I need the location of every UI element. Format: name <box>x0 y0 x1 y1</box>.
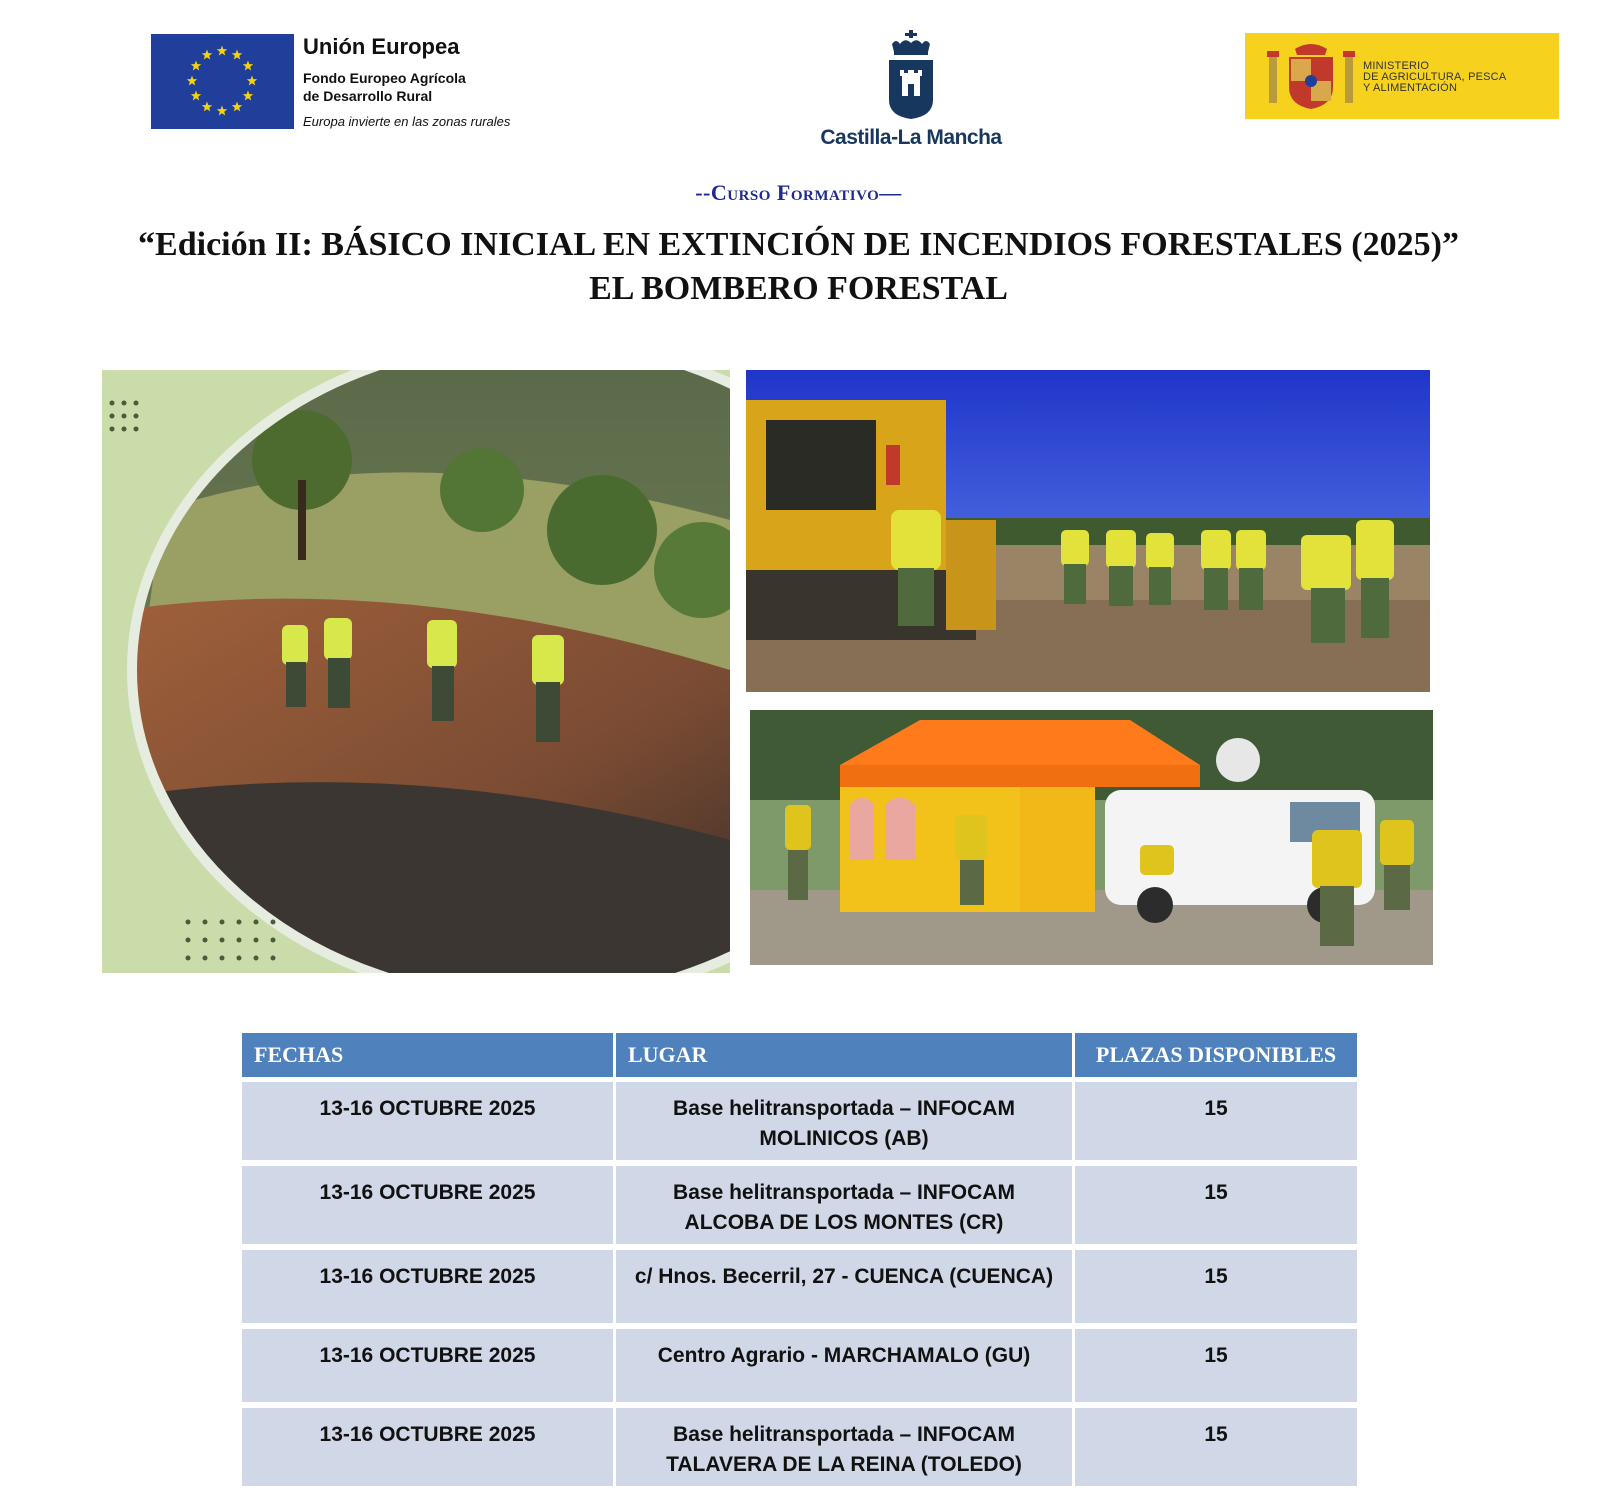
table-header-row <box>242 1033 1357 1082</box>
eu-star-icon <box>202 50 212 60</box>
spain-coat-of-arms-icon <box>1267 41 1355 111</box>
eu-star-icon <box>191 61 201 71</box>
eu-fund-line1: Fondo Europeo Agrícola <box>303 70 466 86</box>
eu-star-icon <box>243 91 253 101</box>
ministry-logo <box>1245 33 1559 119</box>
lugar-line1: c/ Hnos. Becerril, 27 - CUENCA (CUENCA) <box>634 1265 1054 1288</box>
table-row <box>242 1408 1357 1492</box>
eu-star-icon <box>217 106 227 116</box>
eu-fund-line2: de Desarrollo Rural <box>303 88 433 104</box>
lugar-line2: ALCOBA DE LOS MONTES (CR) <box>684 1211 1004 1234</box>
cell-plazas: 15 <box>1075 1166 1357 1250</box>
lugar-line1: Base helitransportada – INFOCAM <box>673 1097 1015 1120</box>
photo-bulldozer-briefing <box>746 370 1430 692</box>
cell-lugar <box>616 1408 1075 1492</box>
eu-star-icon <box>232 101 242 111</box>
header-fechas: FECHAS <box>242 1033 616 1082</box>
lugar-line1: Base helitransportada – INFOCAM <box>673 1423 1015 1446</box>
eu-star-icon <box>247 76 257 86</box>
table-row <box>242 1250 1357 1329</box>
cell-lugar <box>616 1166 1075 1250</box>
header-plazas: PLAZAS DISPONIBLES <box>1075 1033 1357 1082</box>
lugar-line2: MOLINICOS (AB) <box>759 1127 929 1150</box>
eu-slogan: Europa invierte en las zonas rurales <box>303 114 511 129</box>
cell-lugar <box>616 1250 1075 1329</box>
table-row <box>242 1166 1357 1250</box>
eu-star-icon <box>191 91 201 101</box>
castle-crown-icon <box>886 30 936 120</box>
eu-star-icon <box>187 76 197 86</box>
lugar-line1: Base helitransportada – INFOCAM <box>673 1181 1015 1204</box>
eu-star-icon <box>202 101 212 111</box>
eu-star-icon <box>232 50 242 60</box>
cell-lugar <box>616 1082 1075 1166</box>
lugar-line1: Centro Agrario - MARCHAMALO (GU) <box>657 1344 1031 1367</box>
region-name: Castilla-La Mancha <box>820 126 1002 149</box>
table-row <box>242 1329 1357 1408</box>
table-row <box>242 1082 1357 1166</box>
header-lugar: LUGAR <box>616 1033 1075 1082</box>
eu-flag-icon <box>151 34 294 129</box>
cell-plazas: 15 <box>1075 1082 1357 1166</box>
lugar-line2: TALAVERA DE LA REINA (TOLEDO) <box>666 1453 1022 1476</box>
cell-fechas: 13-16 OCTUBRE 2025 <box>242 1250 616 1329</box>
course-kicker: --Curso Formativo— <box>695 180 902 205</box>
cell-fechas: 13-16 OCTUBRE 2025 <box>242 1082 616 1166</box>
photo-command-post-tent <box>750 710 1433 965</box>
course-title: “Edición II: BÁSICO INICIAL EN EXTINCIÓN DE INCENDIOS FORESTALES (2025)” <box>138 226 1459 263</box>
eu-star-icon <box>243 61 253 71</box>
eu-title: Unión Europea <box>303 34 460 59</box>
eu-star-icon <box>217 46 227 56</box>
cell-fechas: 13-16 OCTUBRE 2025 <box>242 1408 616 1492</box>
cell-fechas: 13-16 OCTUBRE 2025 <box>242 1329 616 1408</box>
course-subtitle: EL BOMBERO FORESTAL <box>589 270 1008 307</box>
photo-firefighters-hillside <box>102 370 730 973</box>
cell-plazas: 15 <box>1075 1250 1357 1329</box>
cell-plazas: 15 <box>1075 1408 1357 1492</box>
cell-plazas: 15 <box>1075 1329 1357 1408</box>
castilla-la-mancha-logo <box>816 30 1006 152</box>
course-sessions-table <box>242 1033 1357 1492</box>
eu-feader-logo <box>151 34 536 130</box>
ministry-name: MINISTERIO DE AGRICULTURA, PESCA Y ALIMENTACIÓN <box>1363 60 1507 94</box>
cell-lugar <box>616 1329 1075 1408</box>
cell-fechas: 13-16 OCTUBRE 2025 <box>242 1166 616 1250</box>
